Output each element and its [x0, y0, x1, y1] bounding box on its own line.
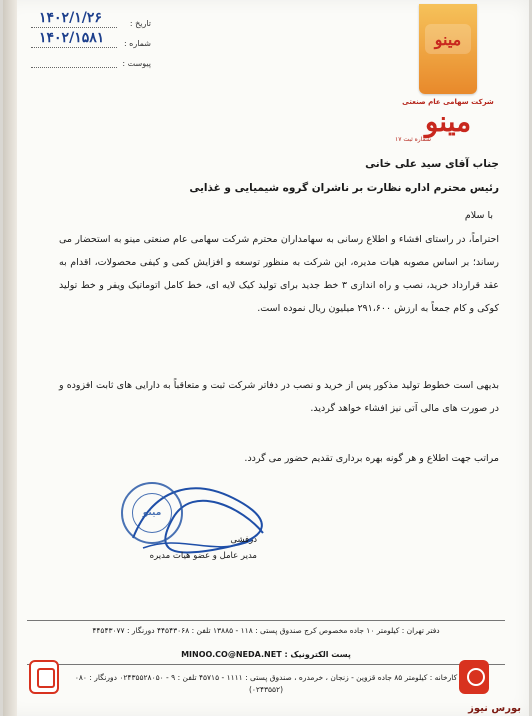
- signer: [137, 532, 257, 564]
- signer-title: مدیر عامل و عضو هیات مدیره: [149, 551, 257, 561]
- attachment-label: پیوست :: [122, 59, 151, 68]
- number-label: شماره :: [123, 39, 151, 48]
- office-address: دفتر تهران : کیلومتر ۱۰ جاده مخصوص کرج صندوق پستی : ۱۱۸ - ۱۳۸۸۵ تلفن : ۴۴۵۴۳۰۶۸ دورنگار : ۴۴۵۴۳۰۷۷: [92, 626, 440, 635]
- footer-divider-2: [27, 664, 505, 665]
- watermark: بورس نیوز: [468, 703, 521, 714]
- date-row: [31, 8, 151, 28]
- body-paragraph-3: مراتب جهت اطلاع و هر گونه بهره برداری تقدیم حضور می گردد.: [244, 453, 499, 464]
- salutation: با سلام: [464, 210, 493, 221]
- footer-logo-left-icon: [29, 660, 59, 694]
- addressee-name: جناب آقای سید علی خانی: [365, 158, 499, 170]
- brand-name: مینو: [424, 105, 472, 138]
- company-type: شرکت سهامی عام صنعتی: [402, 98, 494, 106]
- body-paragraph-2: بدیهی است خطوط تولید مذکور پس از خرید و نصب در دفاتر شرکت ثبت و متعاقباً به دارایی های ثابت افزوده و در صورت های مالی آتی نیز افشاء خواهد گردید.: [59, 380, 499, 414]
- body-paragraph-1: احتراماً، در راستای افشاء و اطلاع رسانی به سهامداران محترم شرکت سهامی عام صنعتی مینو به استحضار می رساند؛ بر اساس مصوبه هیات مدیره، این شرکت به منظور توسعه و افزایش کمی و کیفی محصولات، اقدام به عقد قرارداد خرید، نصب و راه اندازی ۳ خط جدید برای تولید کیک لایه ای، خط کامل اتوماتیک ویفر و خط تولید کوکی و کام جمعاً به ارزش ۲۹۱،۶۰۰ میلیون ریال نموده است.: [59, 234, 499, 314]
- scan-edge: [3, 0, 17, 716]
- signer-name: درفشی: [230, 535, 257, 545]
- email-line: پست الکترونیک : MINOO.CO@NEDA.NET: [181, 650, 351, 659]
- registration-number: شماره ثبت ۱۷: [395, 136, 432, 143]
- attachment-row: [31, 48, 151, 68]
- date-value: ۱۴۰۲/۱/۲۶: [39, 10, 102, 26]
- number-row: [31, 28, 151, 48]
- stamp-text: مینو: [132, 493, 172, 533]
- date-label: تاریخ :: [129, 19, 151, 28]
- logo-badge-word: مینو: [434, 29, 462, 49]
- factory-address: کارخانه : کیلومتر ۸۵ جاده قزوین - زنجان ، خرمدره ، صندوق پستی : ۱۱۱۱ - ۴۵۷۱۵ تلفن : ۹ - ۰۲۴۳۵۵۲۸۰۵۰ دورنگار : ۰۸۰ (۰۲۴۳۵۵۲): [74, 673, 458, 694]
- addressee-title: رئیس محترم اداره نظارت بر ناشران گروه شیمیایی و غذایی: [189, 182, 499, 194]
- letter-page: [3, 0, 529, 716]
- logo-badge: [419, 4, 477, 94]
- company-logo: [389, 4, 507, 143]
- header-fields: [31, 8, 151, 68]
- footer-logo-right-icon: [459, 660, 489, 694]
- addressee: [99, 152, 499, 200]
- number-value: ۱۴۰۲/۱۵۸۱: [39, 30, 105, 46]
- footer-divider: [27, 620, 505, 621]
